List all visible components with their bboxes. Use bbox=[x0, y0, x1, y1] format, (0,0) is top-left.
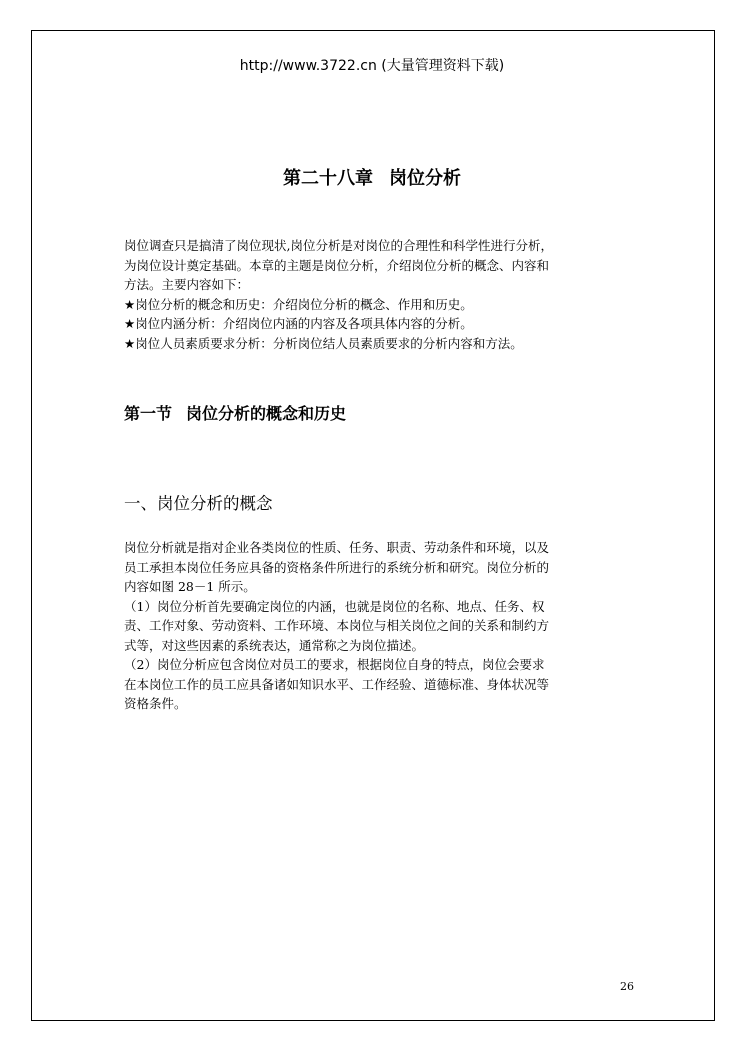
section-number: 第一节 bbox=[124, 404, 173, 423]
page-number: 26 bbox=[620, 980, 634, 993]
intro-bullet bbox=[124, 334, 636, 354]
star-icon: ★ bbox=[124, 316, 136, 331]
intro-paragraph bbox=[124, 236, 636, 353]
intro-line: 岗位调查只是搞清了岗位现状,岗位分析是对岗位的合理性和科学性进行分析， bbox=[124, 238, 553, 253]
bullet-text: 岗位分析的概念和历史：介绍岗位分析的概念、作用和历史。 bbox=[135, 296, 473, 312]
chapter-number: 第二十八章 bbox=[283, 168, 373, 189]
body-paragraph bbox=[124, 538, 636, 714]
body-line: 责、工作对象、劳动资料、工作环境、本岗位与相关岗位之间的关系和制约方 bbox=[124, 618, 550, 633]
body-line: 内容如图 28－1 所示。 bbox=[124, 579, 256, 594]
body-line: （2）岗位分析应包含岗位对员工的要求，根据岗位自身的特点，岗位会要求 bbox=[124, 657, 545, 672]
star-icon: ★ bbox=[124, 335, 136, 351]
chapter-name: 岗位分析 bbox=[389, 168, 461, 189]
intro-line: 为岗位设计奠定基础。本章的主题是岗位分析，介绍岗位分析的概念、内容和 bbox=[124, 257, 550, 273]
body-line: 在本岗位工作的员工应具备诸如知识水平、工作经验、道德标准、身体状况等 bbox=[124, 676, 550, 692]
intro-bullet bbox=[124, 314, 636, 334]
bullet-text: 岗位人员素质要求分析：分析岗位结人员素质要求的分析内容和方法。 bbox=[135, 335, 523, 351]
body-line: 资格条件。 bbox=[124, 696, 187, 711]
section-name: 岗位分析的概念和历史 bbox=[186, 404, 347, 423]
intro-bullet bbox=[124, 295, 636, 315]
body-line: 员工承担本岗位任务应具备的资格条件所进行的系统分析和研究。岗位分析的 bbox=[124, 559, 550, 575]
intro-line: 方法。主要内容如下： bbox=[124, 277, 250, 292]
body-line: 式等，对这些因素的系统表达，通常称之为岗位描述。 bbox=[124, 637, 425, 653]
section-title bbox=[124, 401, 346, 424]
star-icon: ★ bbox=[124, 296, 136, 312]
body-line: （1）岗位分析首先要确定岗位的内涵，也就是岗位的名称、地点、任务、权 bbox=[124, 598, 545, 614]
chapter-title bbox=[0, 164, 744, 190]
subsection-title: 一、岗位分析的概念 bbox=[124, 494, 273, 513]
header-link[interactable]: http://www.3722.cn (大量管理资料下载) bbox=[239, 58, 505, 74]
body-line: 岗位分析就是指对企业各类岗位的性质、任务、职责、劳动条件和环境，以及 bbox=[124, 540, 550, 555]
bullet-text: 岗位内涵分析：介绍岗位内涵的内容及各项具体内容的分析。 bbox=[135, 316, 473, 331]
